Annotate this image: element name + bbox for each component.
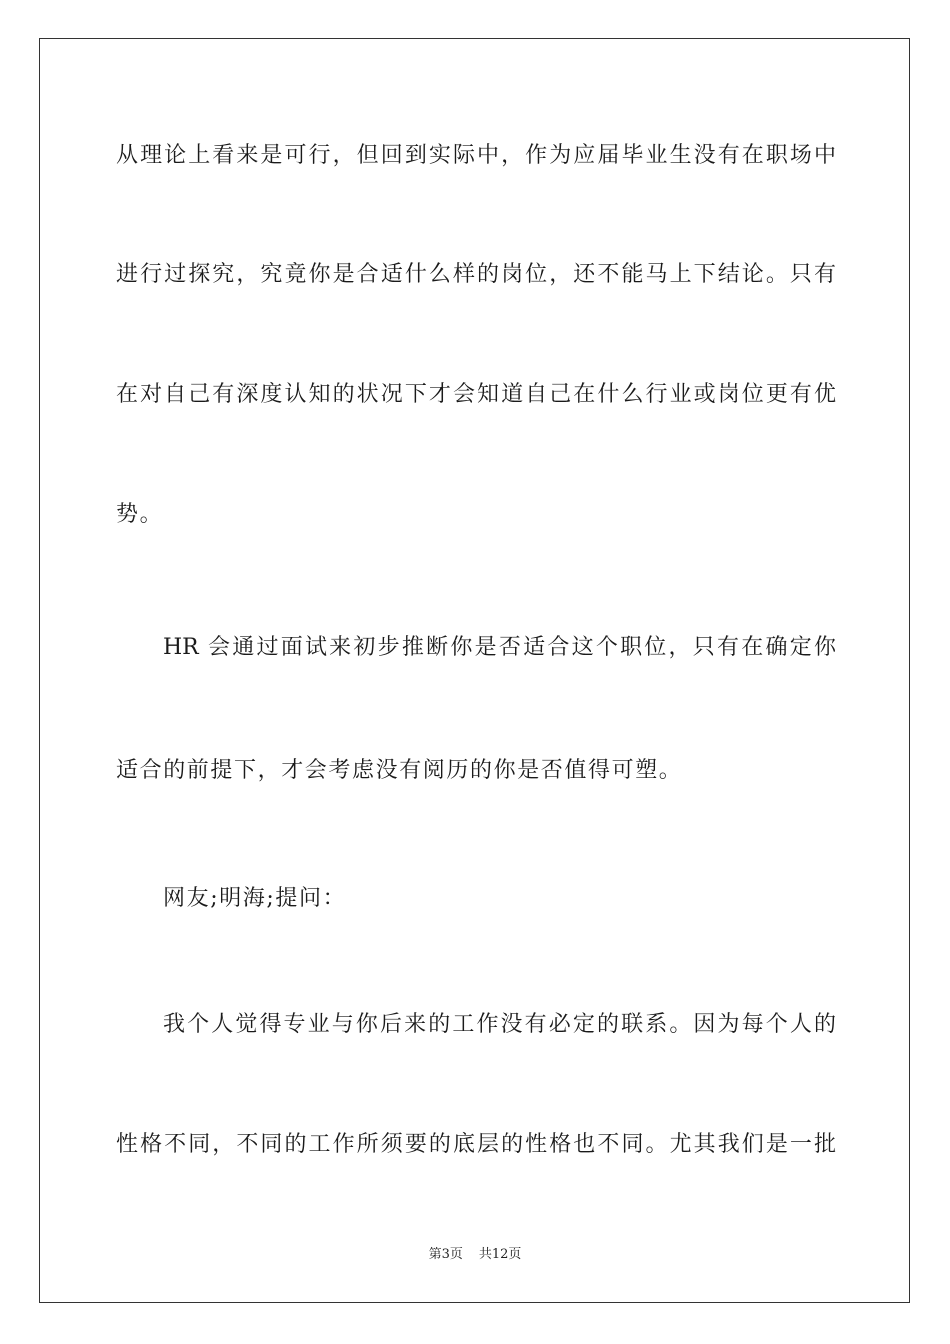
page-number: 第3页 [428,1247,463,1262]
body-line-8: 我个人觉得专业与你后来的工作没有必定的联系。因为每个人的 [163,1012,836,1037]
body-line-5: HR 会通过面试来初步推断你是否适合这个职位，只有在确定你 [163,635,836,660]
body-line-2: 进行过探究，究竟你是合适什么样的岗位，还不能马上下结论。只有 [116,262,836,287]
body-line-9: 性格不同，不同的工作所须要的底层的性格也不同。尤其我们是一批 [116,1132,836,1157]
body-line-3: 在对自己有深度认知的状况下才会知道自己在什么行业或岗位更有优 [116,382,836,407]
page-total: 共12页 [478,1247,522,1262]
body-line-6: 适合的前提下，才会考虑没有阅历的你是否值得可塑。 [116,758,683,783]
body-line-1: 从理论上看来是可行，但回到实际中，作为应届毕业生没有在职场中 [116,143,836,168]
body-line-7: 网友;明海;提问： [163,886,347,911]
page-border [39,38,910,1303]
body-line-4: 势。 [116,502,164,527]
page-footer [0,1246,950,1264]
